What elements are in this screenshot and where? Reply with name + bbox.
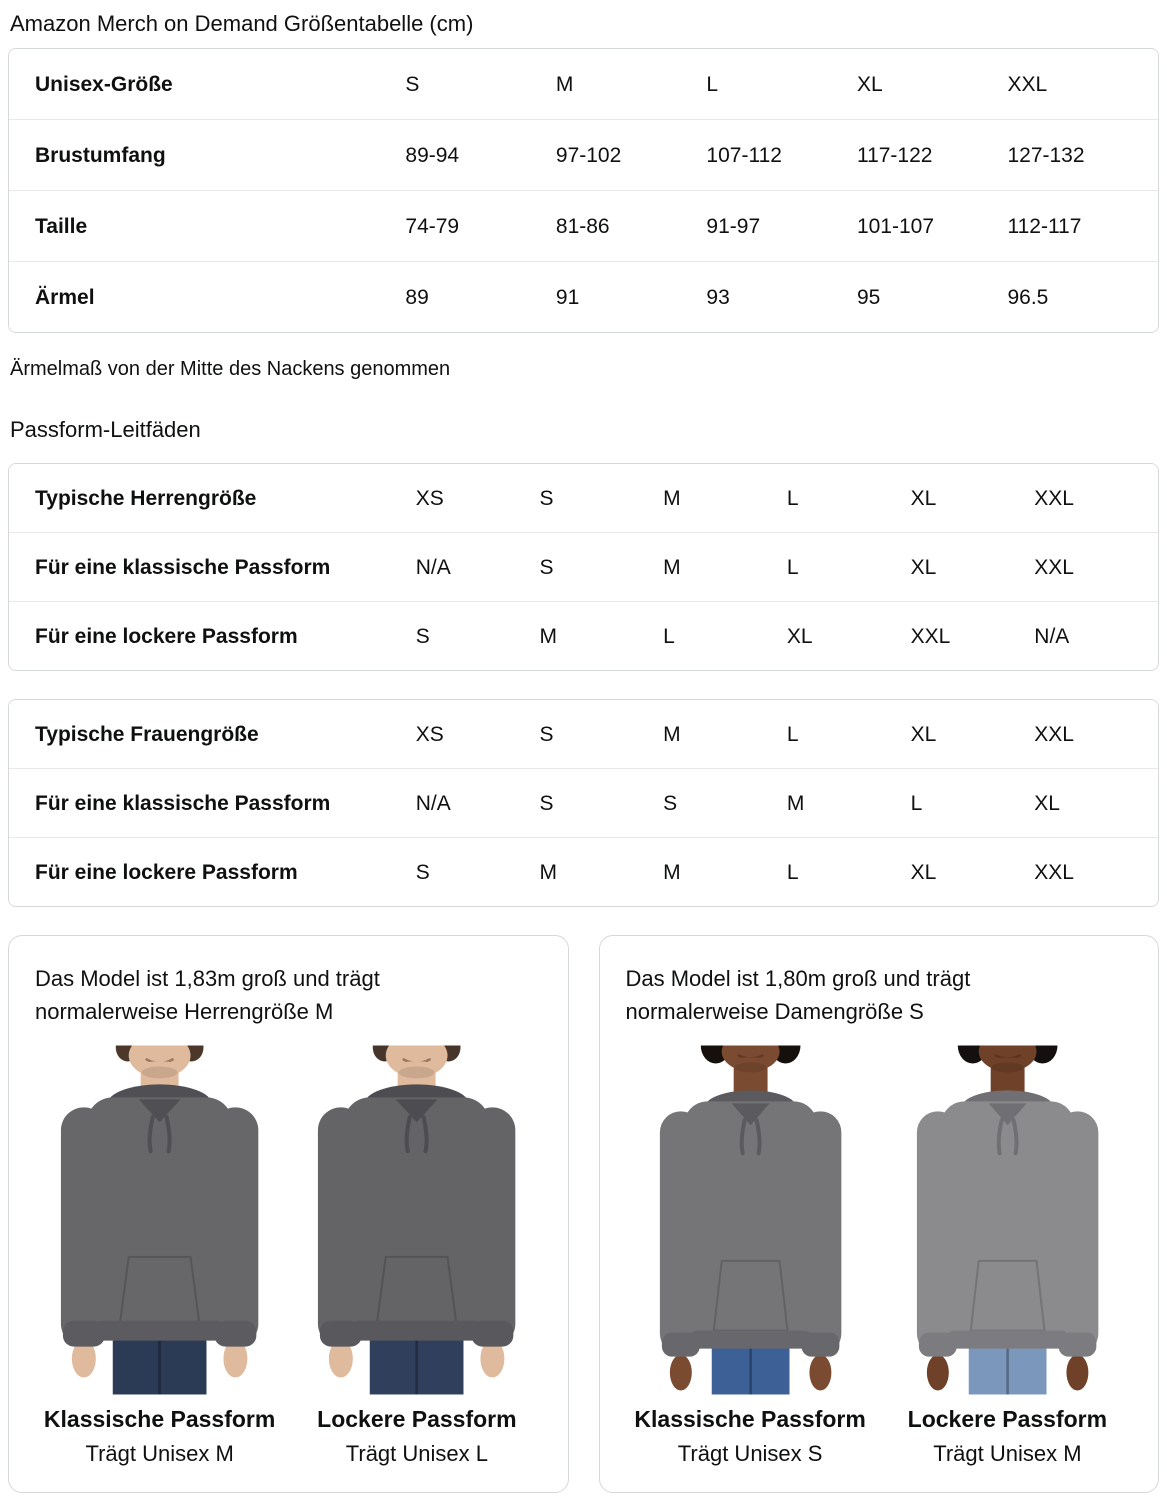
table-row [9, 768, 1158, 837]
size-cell: XXL [1034, 555, 1074, 579]
measure-cell: 117-122 [856, 143, 933, 167]
size-cell: S [405, 72, 420, 96]
size-cell: XXL [910, 624, 951, 648]
size-cell: XL [1034, 791, 1060, 815]
model-figure [626, 1044, 875, 1466]
size-cell: S [539, 486, 554, 510]
row-label: Ärmel [35, 285, 95, 309]
measure-cell: 91 [555, 285, 580, 309]
model-figure [883, 1044, 1132, 1466]
size-cell: N/A [415, 791, 451, 815]
page-title: Amazon Merch on Demand Größentabelle (cm) [10, 11, 474, 36]
size-cell: XXL [1034, 722, 1074, 746]
size-cell: L [786, 555, 799, 579]
measure-cell: 74-79 [405, 214, 460, 238]
size-cell: XXL [1034, 486, 1074, 510]
fit-caption: Lockere Passform [317, 1406, 517, 1432]
size-cell: S [539, 791, 554, 815]
size-cell: L [786, 486, 799, 510]
row-label: Brustumfang [35, 143, 166, 167]
model-figure [292, 1044, 541, 1466]
size-cell: S [539, 555, 554, 579]
measure-cell: 112-117 [1007, 214, 1082, 238]
row-label: Typische Herrengröße [35, 486, 257, 510]
row-label: Taille [35, 214, 88, 238]
model-figure [35, 1044, 284, 1466]
fit-size-caption: Trägt Unisex M [85, 1441, 234, 1466]
size-cell: XL [910, 860, 937, 884]
table-row [9, 49, 1158, 119]
measure-cell: 93 [706, 285, 730, 309]
size-cell: S [663, 791, 678, 815]
measure-cell: 107-112 [706, 143, 782, 167]
size-cell: S [539, 722, 554, 746]
figures-row [35, 1044, 542, 1466]
size-cell: L [786, 722, 799, 746]
size-cell: M [663, 555, 681, 579]
size-cell: L [706, 72, 719, 96]
row-label: Typische Frauengröße [35, 722, 259, 746]
fit-size-caption: Trägt Unisex M [933, 1441, 1082, 1466]
size-cell: M [663, 722, 681, 746]
male-model-loose-fit-hoodie-photo [292, 1044, 541, 1396]
size-cell: L [786, 860, 799, 884]
fit-caption: Lockere Passform [907, 1406, 1108, 1432]
size-cell: M [539, 624, 557, 648]
table-row [9, 837, 1158, 906]
size-cell: XL [910, 555, 937, 579]
table-row [9, 532, 1158, 601]
measure-cell: 95 [856, 285, 881, 309]
size-cell: S [415, 860, 430, 884]
row-label: Für eine klassische Passform [35, 555, 331, 579]
size-cell: N/A [1034, 624, 1070, 648]
measure-cell: 81-86 [555, 214, 610, 238]
measure-cell: 89 [405, 285, 429, 309]
row-label: Für eine lockere Passform [35, 860, 298, 884]
size-cell: XL [786, 624, 813, 648]
female-model-classic-fit-hoodie-photo [626, 1044, 875, 1396]
size-cell: M [539, 860, 557, 884]
table-row [9, 261, 1158, 332]
fit-caption: Klassische Passform [43, 1406, 276, 1432]
fit-guides-heading: Passform-Leitfäden [10, 417, 201, 442]
model-cards-row [8, 935, 1159, 1493]
measure-cell: 101-107 [856, 214, 935, 238]
mens-model-card [8, 935, 569, 1493]
table-row [9, 119, 1158, 190]
womens-model-card [599, 935, 1160, 1493]
measure-cell: 96.5 [1007, 285, 1049, 309]
size-cell: XXL [1007, 72, 1048, 96]
fit-size-caption: Trägt Unisex L [345, 1441, 488, 1466]
measure-cell: 91-97 [706, 214, 761, 238]
fit-size-caption: Trägt Unisex S [677, 1441, 823, 1466]
female-model-loose-fit-hoodie-photo [883, 1044, 1132, 1396]
womens-fit-table [8, 699, 1159, 907]
table-row [9, 190, 1158, 261]
male-model-classic-fit-hoodie-photo [35, 1044, 284, 1396]
measure-cell: 89-94 [405, 143, 460, 167]
fit-caption: Klassische Passform [634, 1406, 866, 1432]
size-cell: M [555, 72, 574, 96]
measure-cell: 127-132 [1007, 143, 1085, 167]
mens-fit-table [8, 463, 1159, 671]
unisex-size-table [8, 48, 1159, 333]
size-cell: XL [856, 72, 883, 96]
table-row [9, 601, 1158, 670]
row-label: Für eine klassische Passform [35, 791, 331, 815]
figures-row [626, 1044, 1133, 1466]
size-cell: M [663, 486, 681, 510]
row-label: Unisex-Größe [35, 72, 173, 96]
size-cell: L [663, 624, 675, 648]
size-cell: S [415, 624, 430, 648]
size-cell: L [910, 791, 923, 815]
size-cell: M [663, 860, 681, 884]
size-cell: XS [415, 486, 444, 510]
card-heading: Das Model ist 1,83m groß und trägt normalerweise Herrengröße M [35, 966, 380, 1024]
size-cell: XXL [1034, 860, 1074, 884]
table-row [9, 700, 1158, 768]
size-cell: XL [910, 486, 937, 510]
table-row [9, 464, 1158, 532]
size-cell: M [786, 791, 805, 815]
measure-cell: 97-102 [555, 143, 622, 167]
size-cell: XL [910, 722, 937, 746]
card-heading: Das Model ist 1,80m groß und trägt normalerweise Damengröße S [625, 966, 971, 1024]
sleeve-measure-note: Ärmelmaß von der Mitte des Nackens genommen [10, 358, 451, 380]
size-cell: N/A [415, 555, 451, 579]
row-label: Für eine lockere Passform [35, 624, 298, 648]
size-cell: XS [415, 722, 444, 746]
